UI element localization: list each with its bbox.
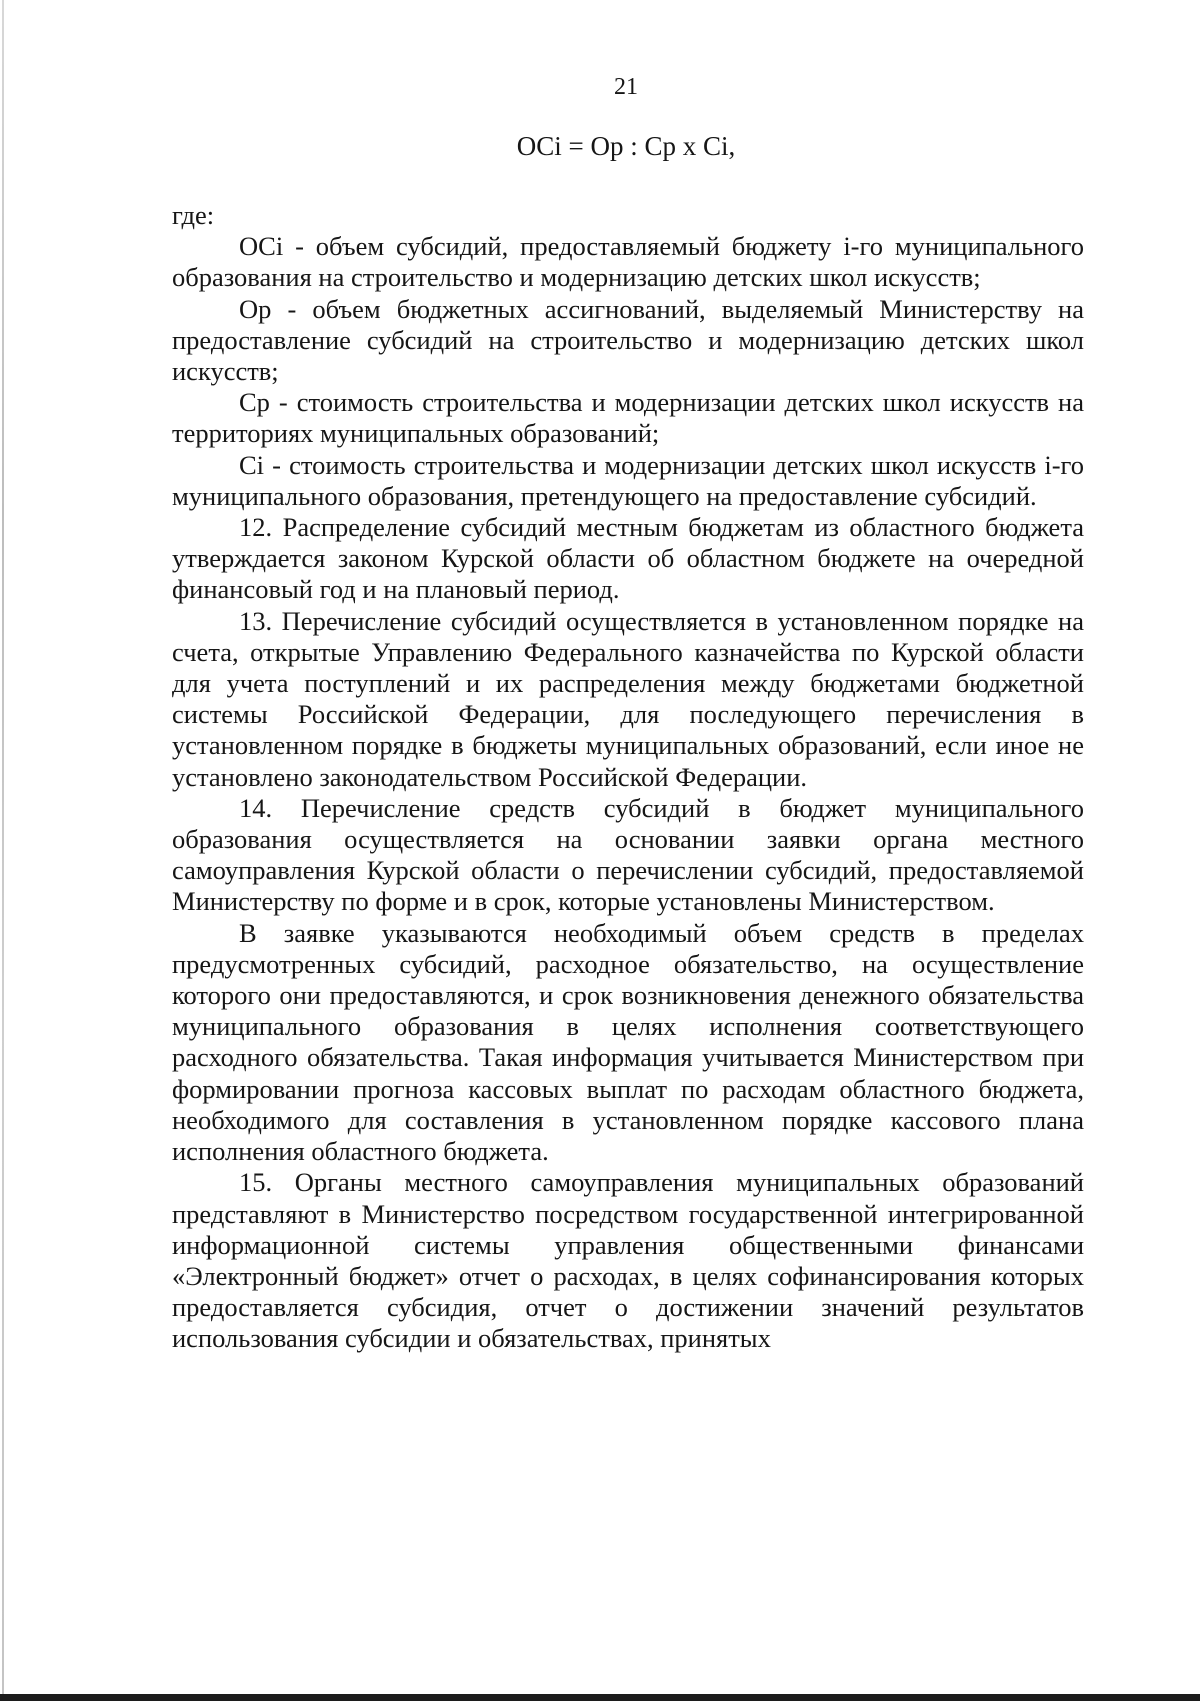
scan-edge-left	[2, 0, 4, 1701]
paragraph-definition-cp: Ср - стоимость строительства и модернизации детских школ искусств на территориях муниципальных образований;	[172, 387, 1084, 449]
paragraph-application: В заявке указываются необходимый объем средств в пределах предусмотренных субсидий, расходное обязательство, на осуществление которого они предоставляются, и срок возникновения денежного обязательства муниципального образования в целях исполнения соответствующего расходного обязательства. Такая информация учитывается Министерством при формировании прогноза кассовых выплат по расходам областного бюджета, необходимого для составления в установленном порядке кассового плана исполнения областного бюджета.	[172, 917, 1084, 1167]
paragraph-item-12: 12. Распределение субсидий местным бюджетам из областного бюджета утверждается законом Курской области об областном бюджете на очередной финансовый год и на плановый период.	[172, 512, 1084, 605]
paragraph-definition-op: Ор - объем бюджетных ассигнований, выделяемый Министерству на предоставление субсидий на строительство и модернизацию детских школ искусств;	[172, 293, 1084, 387]
paragraph-definition-oci: ОCi - объем субсидий, предоставляемый бюджету i-го муниципального образования на строительство и модернизацию детских школ искусств;	[172, 231, 1084, 293]
paragraph-where: где:	[172, 200, 215, 230]
paragraph-item-13: 13. Перечисление субсидий осуществляется в установленном порядке на счета, открытые Управлению Федерального казначейства по Курской области для учета поступлений и их распределения между бюджетами бюджетной системы Российской Федерации, для последующего перечисления в установленном порядке в бюджеты муниципальных образований, если иное не установлено законодательством Российской Федерации.	[172, 605, 1084, 792]
paragraph-definition-ci: Ci - стоимость строительства и модернизации детских школ искусств i-го муниципального образования, претендующего на предоставление субсидий.	[172, 449, 1084, 511]
paragraph-item-15: 15. Органы местного самоуправления муниципальных образований представляют в Министерство посредством государственной интегрированной информационной системы управления общественными финансами «Электронный бюджет» отчет о расходах, в целях софинансирования которых предоставляется субсидия, отчет о достижении значений результатов использования субсидии и обязательствах, принятых	[172, 1167, 1084, 1354]
scan-edge-bottom	[0, 1694, 1200, 1701]
paragraph-item-14: 14. Перечисление средств субсидий в бюджет муниципального образования осуществляется на основании заявки органа местного самоуправления Курской области о перечислении субсидий, предоставляемой Министерству по форме и в срок, которые установлены Министерством.	[172, 792, 1084, 917]
formula: ОCi = Ор : Ср х Ci,	[516, 131, 736, 161]
document-body	[172, 200, 1084, 1355]
page-number: 21	[614, 74, 638, 100]
